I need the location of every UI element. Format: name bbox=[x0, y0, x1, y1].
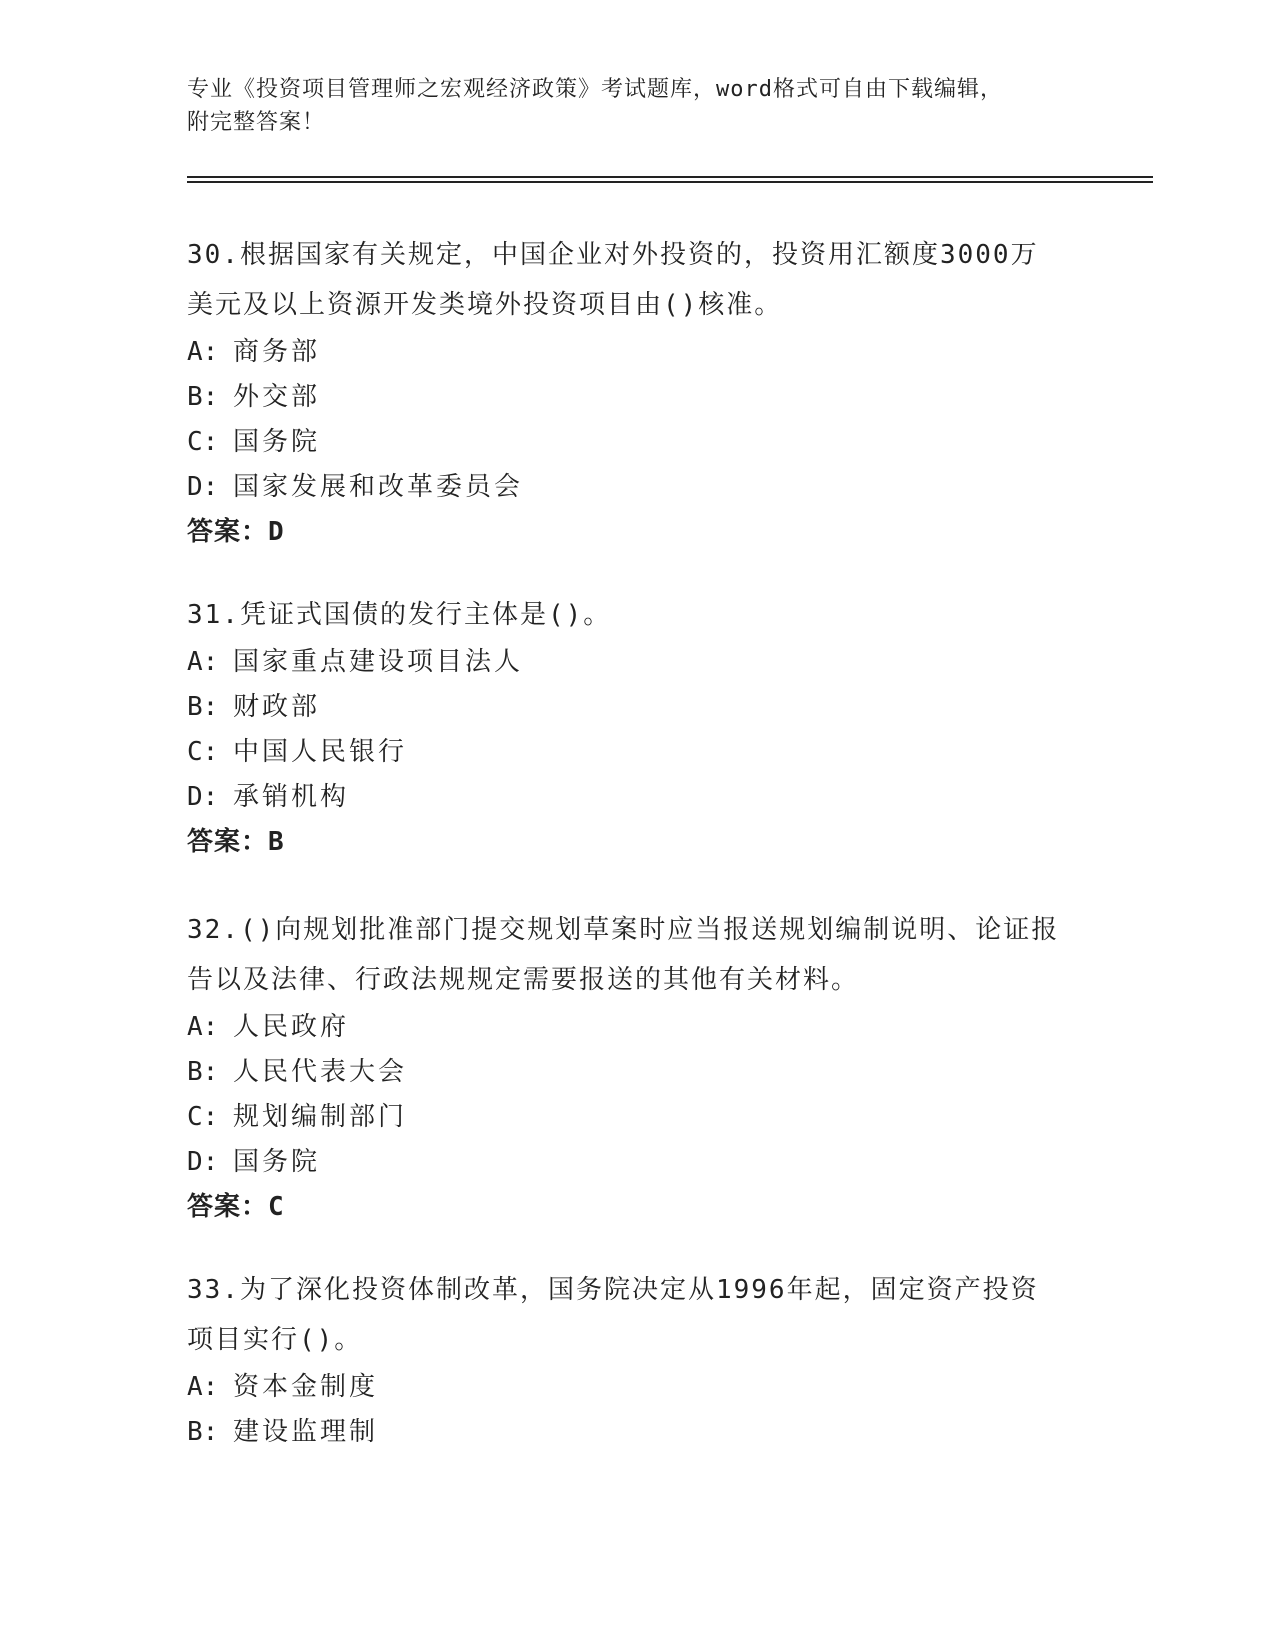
option-b bbox=[187, 1410, 1087, 1455]
option-text: 国家重点建设项目法人 bbox=[233, 647, 524, 677]
option-a bbox=[187, 1005, 1087, 1050]
option-c bbox=[187, 730, 1087, 775]
option-letter: D: bbox=[187, 472, 219, 502]
option-text: 承销机构 bbox=[233, 782, 350, 812]
option-letter: A: bbox=[187, 1372, 219, 1402]
option-b bbox=[187, 375, 1087, 420]
answer-text: 答案：C bbox=[187, 1192, 285, 1222]
option-letter: B: bbox=[187, 1417, 219, 1447]
option-letter: A: bbox=[187, 337, 219, 367]
option-letter: D: bbox=[187, 782, 219, 812]
question-text-line: 32.()向规划批准部门提交规划草案时应当报送规划编制说明、论证报 bbox=[187, 915, 1060, 945]
option-letter: B: bbox=[187, 1057, 219, 1087]
header-line-2: 附完整答案！ bbox=[187, 110, 326, 135]
header-rule-top bbox=[187, 176, 1153, 178]
option-b bbox=[187, 685, 1087, 730]
option-letter: C: bbox=[187, 737, 219, 767]
question-text-line: 31.凭证式国债的发行主体是()。 bbox=[187, 600, 612, 630]
option-a bbox=[187, 640, 1087, 685]
option-d bbox=[187, 1140, 1087, 1185]
header-rule-bottom bbox=[187, 181, 1153, 183]
option-text: 商务部 bbox=[233, 337, 321, 367]
question-30 bbox=[187, 230, 1087, 555]
option-text: 资本金制度 bbox=[233, 1372, 379, 1402]
option-d bbox=[187, 465, 1087, 510]
option-a bbox=[187, 1365, 1087, 1410]
question-text-line: 33.为了深化投资体制改革，国务院决定从1996年起，固定资产投资 bbox=[187, 1275, 1039, 1305]
option-letter: A: bbox=[187, 647, 219, 677]
question-text-line: 30.根据国家有关规定，中国企业对外投资的，投资用汇额度3000万 bbox=[187, 240, 1039, 270]
question-33 bbox=[187, 1265, 1087, 1455]
option-d bbox=[187, 775, 1087, 820]
answer-text: 答案：B bbox=[187, 827, 285, 857]
question-32 bbox=[187, 905, 1087, 1230]
option-letter: B: bbox=[187, 382, 219, 412]
option-letter: C: bbox=[187, 427, 219, 457]
option-text: 国务院 bbox=[233, 427, 321, 457]
option-text: 建设监理制 bbox=[233, 1417, 379, 1447]
option-text: 国家发展和改革委员会 bbox=[233, 472, 524, 502]
option-b bbox=[187, 1050, 1087, 1095]
option-text: 中国人民银行 bbox=[233, 737, 408, 767]
option-a bbox=[187, 330, 1087, 375]
option-letter: C: bbox=[187, 1102, 219, 1132]
question-text-line: 美元及以上资源开发类境外投资项目由()核准。 bbox=[187, 290, 783, 320]
question-31 bbox=[187, 590, 1087, 865]
option-letter: D: bbox=[187, 1147, 219, 1177]
option-letter: B: bbox=[187, 692, 219, 722]
option-text: 人民代表大会 bbox=[233, 1057, 408, 1087]
option-text: 规划编制部门 bbox=[233, 1102, 408, 1132]
option-text: 人民政府 bbox=[233, 1012, 350, 1042]
option-text: 国务院 bbox=[233, 1147, 321, 1177]
option-text: 财政部 bbox=[233, 692, 321, 722]
answer-text: 答案：D bbox=[187, 517, 285, 547]
option-letter: A: bbox=[187, 1012, 219, 1042]
option-text: 外交部 bbox=[233, 382, 321, 412]
question-text-line: 告以及法律、行政法规规定需要报送的其他有关材料。 bbox=[187, 965, 860, 995]
header-line-1: 专业《投资项目管理师之宏观经济政策》考试题库，word格式可自由下载编辑， bbox=[187, 77, 1003, 102]
option-c bbox=[187, 420, 1087, 465]
question-text-line: 项目实行()。 bbox=[187, 1325, 363, 1355]
option-c bbox=[187, 1095, 1087, 1140]
